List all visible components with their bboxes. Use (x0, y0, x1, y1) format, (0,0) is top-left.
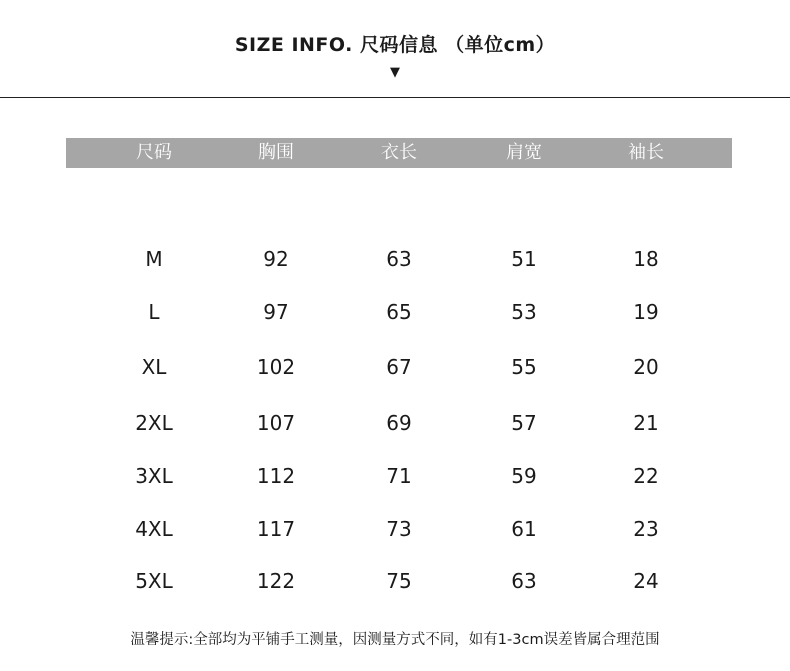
cell-length: 67 (386, 355, 412, 379)
header-chest: 胸围 (258, 142, 294, 163)
down-arrow-icon: ▼ (390, 65, 400, 80)
cell-size: L (148, 300, 160, 324)
cell-shoulder: 55 (511, 355, 537, 379)
cell-sleeve: 23 (633, 517, 659, 541)
cell-chest: 112 (256, 464, 296, 488)
divider-line (0, 97, 790, 98)
table-row (0, 566, 790, 596)
cell-chest: 107 (256, 411, 296, 435)
table-row (0, 461, 790, 491)
cell-shoulder: 63 (511, 569, 537, 593)
cell-sleeve: 22 (633, 464, 659, 488)
cell-chest: 102 (256, 355, 296, 379)
header-size: 尺码 (136, 142, 172, 163)
cell-shoulder: 53 (511, 300, 537, 324)
page-title: SIZE INFO. 尺码信息 （单位cm） (234, 34, 556, 56)
cell-size: 4XL (135, 517, 173, 541)
header-length: 衣长 (381, 142, 417, 163)
cell-size: XL (141, 355, 167, 379)
cell-sleeve: 19 (633, 300, 659, 324)
cell-length: 69 (386, 411, 412, 435)
cell-chest: 117 (256, 517, 296, 541)
cell-sleeve: 24 (633, 569, 659, 593)
header-shoulder: 肩宽 (506, 142, 542, 163)
cell-chest: 122 (256, 569, 296, 593)
cell-size: 2XL (135, 411, 173, 435)
cell-chest: 97 (263, 300, 289, 324)
cell-length: 71 (386, 464, 412, 488)
size-table-header (66, 138, 732, 168)
cell-sleeve: 18 (633, 247, 659, 271)
table-row (0, 244, 790, 274)
cell-shoulder: 57 (511, 411, 537, 435)
cell-length: 73 (386, 517, 412, 541)
cell-length: 63 (386, 247, 412, 271)
cell-size: 5XL (135, 569, 173, 593)
cell-shoulder: 51 (511, 247, 537, 271)
cell-length: 65 (386, 300, 412, 324)
cell-shoulder: 59 (511, 464, 537, 488)
cell-shoulder: 61 (511, 517, 537, 541)
table-row (0, 408, 790, 438)
cell-size: M (145, 247, 163, 271)
cell-chest: 92 (263, 247, 289, 271)
table-row (0, 352, 790, 382)
measurement-note: 温馨提示:全部均为平铺手工测量，因测量方式不同，如有1-3cm误差皆属合理范围 (130, 632, 660, 648)
cell-size: 3XL (135, 464, 173, 488)
cell-length: 75 (386, 569, 412, 593)
table-row (0, 297, 790, 327)
table-row (0, 514, 790, 544)
header-sleeve: 袖长 (628, 142, 664, 163)
cell-sleeve: 21 (633, 411, 659, 435)
cell-sleeve: 20 (633, 355, 659, 379)
